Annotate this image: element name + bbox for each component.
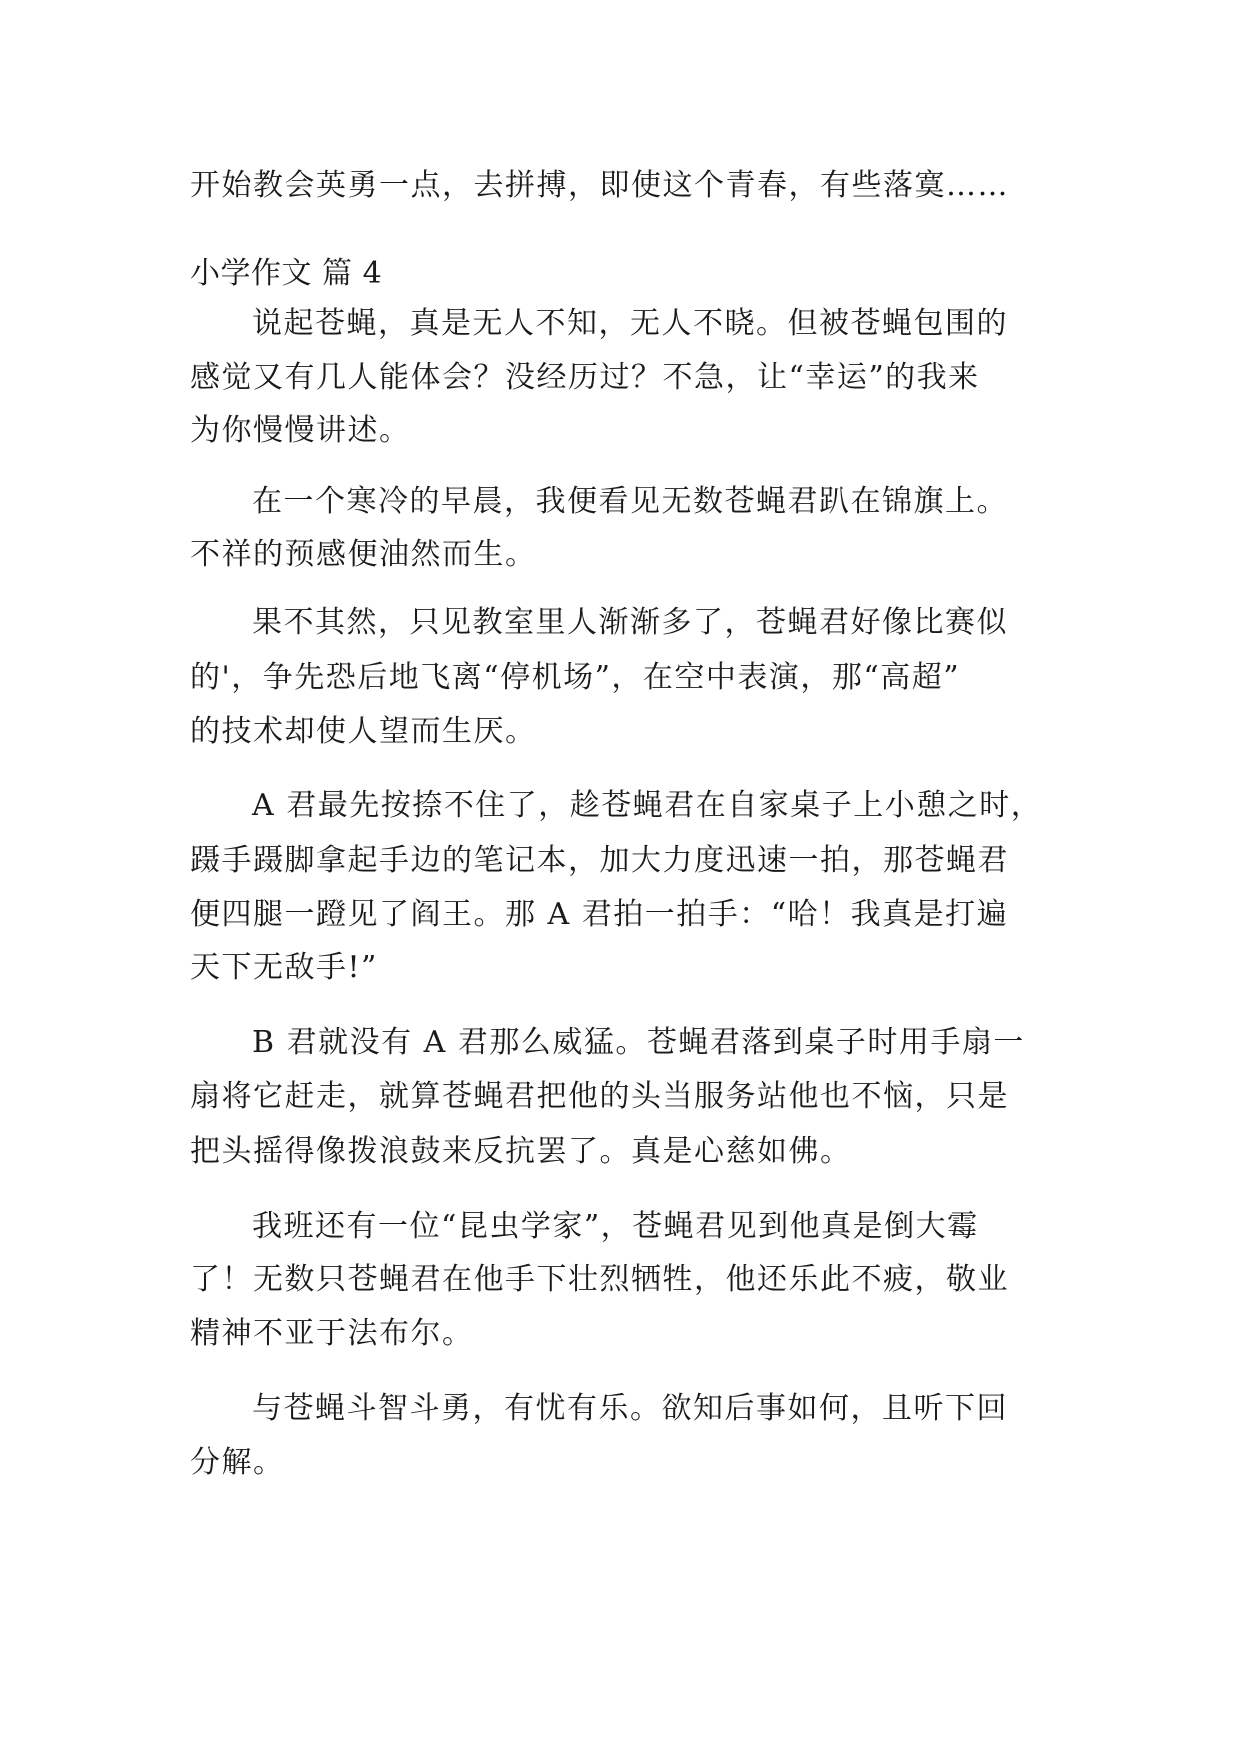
paragraph-line: 分解。 [190, 1445, 285, 1480]
paragraph-line: 与苍蝇斗智斗勇，有忧有乐。欲知后事如何，且听下回 [252, 1391, 1008, 1426]
paragraph-line: 说起苍蝇，真是无人不知，无人不晓。但被苍蝇包围的 [252, 306, 1008, 341]
section-heading: 小学作文 篇 4 [190, 256, 383, 291]
paragraph-line: A 君最先按捺不住了，趁苍蝇君在自家桌子上小憩之时， [252, 788, 1043, 823]
paragraph-line: 的'，争先恐后地飞离“停机场”，在空中表演，那“高超” [190, 660, 961, 695]
paragraph-line: 便四腿一蹬见了阎王。那 A 君拍一拍手：“哈！我真是打遍 [190, 897, 1009, 932]
paragraph-line: 把头摇得像拨浪鼓来反抗罢了。真是心慈如佛。 [190, 1134, 852, 1169]
paragraph-line: 感觉又有几人能体会？没经历过？不急，让“幸运”的我来 [190, 360, 980, 395]
intro-line: 开始教会英勇一点，去拼搏，即使这个青春，有些落寞…… [190, 168, 1009, 203]
paragraph-line: 果不其然，只见教室里人渐渐多了，苍蝇君好像比赛似 [252, 605, 1008, 640]
paragraph-line: 精神不亚于法布尔。 [190, 1316, 474, 1351]
paragraph-line: 我班还有一位“昆虫学家”，苍蝇君见到他真是倒大霉 [252, 1209, 979, 1244]
paragraph-line: 不祥的预感便油然而生。 [190, 537, 537, 572]
paragraph-line: 天下无敌手!” [190, 950, 378, 985]
paragraph-line: 为你慢慢讲述。 [190, 413, 411, 448]
paragraph-line: 在一个寒冷的早晨，我便看见无数苍蝇君趴在锦旗上。 [252, 484, 1008, 519]
paragraph-line: 扇将它赶走，就算苍蝇君把他的头当服务站他也不恼，只是 [190, 1079, 1009, 1114]
paragraph-line: 了！无数只苍蝇君在他手下壮烈牺牲，他还乐此不疲，敬业 [190, 1262, 1009, 1297]
paragraph-line: 蹑手蹑脚拿起手边的笔记本，加大力度迅速一拍，那苍蝇君 [190, 843, 1009, 878]
paragraph-line: 的技术却使人望而生厌。 [190, 714, 537, 749]
paragraph-line: B 君就没有 A 君那么威猛。苍蝇君落到桌子时用手扇一 [252, 1025, 1025, 1060]
